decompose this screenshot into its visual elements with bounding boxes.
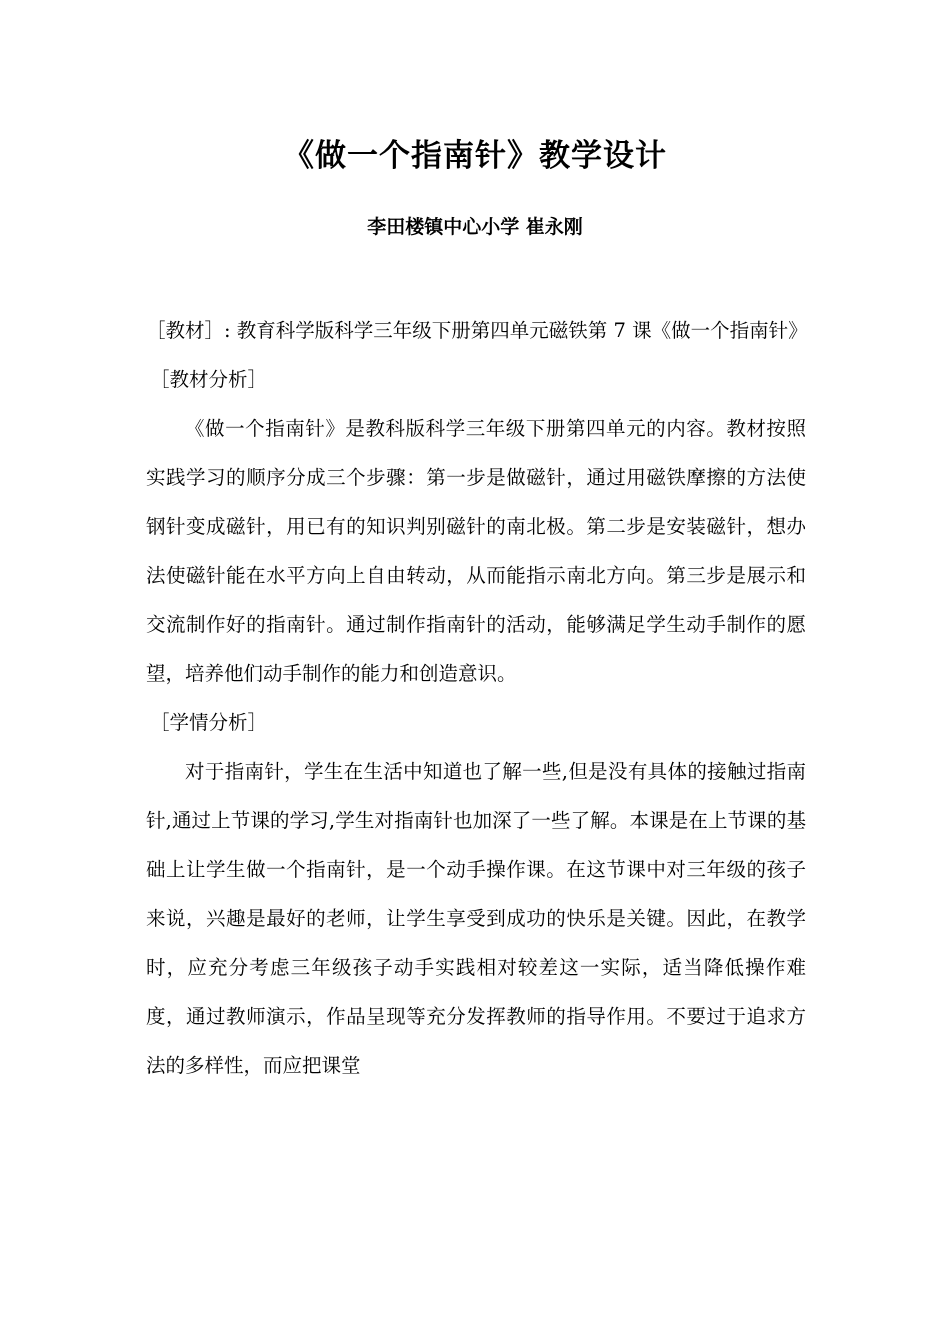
- section-heading-students: ［学情分析］: [150, 711, 268, 734]
- author-line: 李田楼镇中心小学 崔永刚: [367, 216, 583, 238]
- section-heading-analysis: ［教材分析］: [150, 368, 268, 391]
- document-title: 《做一个指南针》教学设计: [283, 138, 667, 174]
- document-body: [146, 306, 806, 1090]
- paragraph-analysis: 《做一个指南针》是教科版科学三年级下册第四单元的内容。教材按照实践学习的顺序分成三个步骤：第一步是做磁针，通过用磁铁摩擦的方法使钢针变成磁针，用已有的知识判别磁针的南北极。第二步是安装磁针，想办法使磁针能在水平方向上自由转动，从而能指示南北方向。第三步是展示和交流制作好的指南针。通过制作指南针的活动，能够满足学生动手制作的愿望，培养他们动手制作的能力和创造意识。: [146, 417, 806, 685]
- paragraph-students: 对于指南针，学生在生活中知道也了解一些,但是没有具体的接触过指南针,通过上节课的学习,学生对指南针也加深了一些了解。本课是在上节课的基础上让学生做一个指南针，是一个动手操作课。在这节课中对三年级的孩子来说，兴趣是最好的老师，让学生享受到成功的快乐是关键。因此，在教学时，应充分考虑三年级孩子动手实践相对较差这一实际，适当降低操作难度，通过教师演示，作品呈现等充分发挥教师的指导作用。不要过于追求方法的多样性，而应把课堂: [146, 760, 806, 1077]
- textbook-line: ［教材］: 教育科学版科学三年级下册第四单元磁铁第 7 课《做一个指南针》: [146, 319, 808, 342]
